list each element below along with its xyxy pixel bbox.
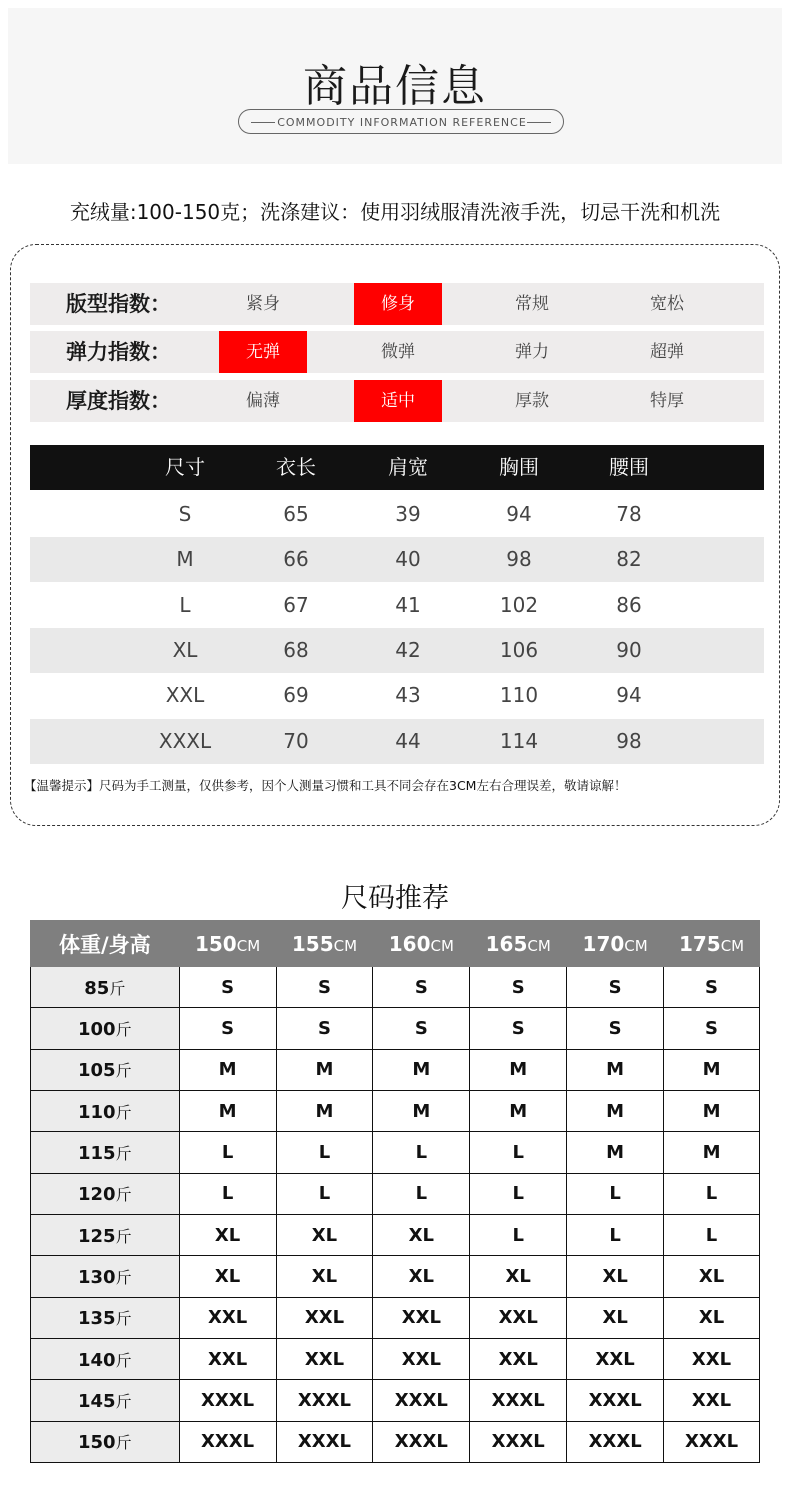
weight-unit: 斤	[115, 1267, 132, 1287]
recommended-size-cell: L	[664, 1173, 760, 1214]
weight-cell: 110斤	[31, 1090, 180, 1131]
index-option: 偏薄	[246, 391, 280, 411]
recommended-size-cell: XL	[179, 1256, 276, 1297]
weight-unit: 斤	[115, 1391, 132, 1411]
size-table-cell: 114	[499, 728, 539, 753]
subtitle-pill	[238, 109, 564, 134]
height-unit: CM	[720, 936, 745, 955]
recommended-size-cell: XL	[664, 1256, 760, 1297]
size-table-cell: 42	[395, 637, 421, 662]
recommended-size-cell: S	[373, 967, 470, 1008]
recommended-size-cell: L	[373, 1132, 470, 1173]
size-table-cell: XL	[172, 637, 198, 662]
height-header-cell: 160CM	[373, 921, 470, 967]
size-table-cell: 43	[395, 683, 421, 708]
recommended-size-cell: XXXL	[470, 1421, 567, 1462]
recommend-row	[31, 1132, 760, 1173]
height-header-cell: 155CM	[276, 921, 373, 967]
recommended-size-cell: XXL	[664, 1338, 760, 1379]
size-header-cell: 腰围	[609, 455, 649, 479]
size-recommend-table	[30, 920, 760, 1463]
recommend-row	[31, 1008, 760, 1049]
recommended-size-cell: XL	[567, 1256, 664, 1297]
recommended-size-cell: XXXL	[373, 1421, 470, 1462]
index-option: 弹力	[515, 342, 549, 362]
recommended-size-cell: M	[664, 1090, 760, 1131]
index-row-3	[30, 380, 764, 422]
size-table-cell: 66	[283, 547, 309, 572]
weight-unit: 斤	[115, 1102, 132, 1122]
recommended-size-cell: M	[567, 1090, 664, 1131]
size-table-cell: 94	[506, 502, 532, 526]
size-table-cell: 98	[506, 547, 532, 572]
size-table-cell: 69	[283, 683, 309, 708]
recommended-size-cell: S	[470, 1008, 567, 1049]
recommended-size-cell: L	[276, 1173, 373, 1214]
size-table-cell: 40	[395, 547, 421, 572]
height-header-cell: 175CM	[664, 921, 760, 967]
subtitle-line-right	[527, 122, 551, 123]
size-table-cell: 78	[616, 502, 642, 526]
info-header	[8, 8, 782, 164]
fill-and-wash-note: 充绒量:100-150克；洗涤建议：使用羽绒服清洗液手洗，切忌干洗和机洗	[69, 200, 721, 224]
height-unit: CM	[430, 936, 454, 955]
recommended-size-cell: XXXL	[373, 1380, 470, 1421]
recommended-size-cell: XXL	[179, 1297, 276, 1338]
size-table-cell: S	[178, 502, 192, 526]
index-row-2	[30, 331, 764, 373]
recommend-row	[31, 1090, 760, 1131]
recommended-size-cell: L	[567, 1214, 664, 1255]
index-option: 超弹	[650, 342, 684, 362]
size-table-cell: 106	[499, 637, 539, 662]
index-option: 厚款	[515, 391, 549, 411]
recommended-size-cell: XXXL	[276, 1380, 373, 1421]
recommended-size-cell: XXL	[276, 1338, 373, 1379]
weight-unit: 斤	[115, 1226, 132, 1246]
weight-unit: 斤	[115, 1019, 132, 1039]
size-table-cell: 44	[395, 728, 421, 753]
recommended-size-cell: S	[276, 967, 373, 1008]
recommend-row	[31, 1421, 760, 1462]
recommended-size-cell: S	[179, 967, 276, 1008]
size-table-row	[30, 537, 764, 582]
recommended-size-cell: XXXL	[179, 1421, 276, 1462]
recommended-size-cell: XL	[373, 1214, 470, 1255]
weight-cell: 145斤	[31, 1380, 180, 1421]
weight-cell: 150斤	[31, 1421, 180, 1462]
index-option-selected: 无弹	[219, 331, 307, 373]
recommended-size-cell: M	[567, 1132, 664, 1173]
size-table-cell: 86	[616, 592, 642, 617]
weight-unit: 斤	[115, 1061, 132, 1081]
weight-cell: 115斤	[31, 1132, 180, 1173]
size-table-cell: XXXL	[158, 728, 212, 753]
height-header-cell: 165CM	[470, 921, 567, 967]
size-recommend-title: 尺码推荐	[341, 883, 449, 914]
recommended-size-cell: S	[567, 1008, 664, 1049]
weight-unit: 斤	[115, 1350, 132, 1370]
recommended-size-cell: L	[276, 1132, 373, 1173]
weight-cell: 100斤	[31, 1008, 180, 1049]
weight-unit: 斤	[109, 978, 126, 998]
recommended-size-cell: XL	[276, 1214, 373, 1255]
recommended-size-cell: M	[470, 1049, 567, 1090]
recommend-row	[31, 1380, 760, 1421]
size-header-cell: 尺寸	[165, 455, 205, 479]
recommended-size-cell: L	[470, 1214, 567, 1255]
size-table-cell: XXL	[165, 683, 205, 708]
weight-cell: 120斤	[31, 1173, 180, 1214]
size-table-row	[30, 583, 764, 628]
height-unit: CM	[236, 936, 261, 955]
index-label: 厚度指数：	[66, 389, 171, 413]
size-table-cell: L	[179, 592, 191, 617]
recommended-size-cell: S	[470, 967, 567, 1008]
recommended-size-cell: L	[470, 1173, 567, 1214]
recommend-corner-cell: 体重/身高	[31, 921, 180, 967]
index-option: 特厚	[650, 391, 684, 411]
recommended-size-cell: XXL	[179, 1338, 276, 1379]
recommended-size-cell: M	[470, 1090, 567, 1131]
index-row-1	[30, 283, 764, 325]
size-table-cell: 39	[395, 502, 421, 526]
recommended-size-cell: L	[470, 1132, 567, 1173]
page-subtitle: COMMODITY INFORMATION REFERENCE	[277, 116, 527, 129]
index-option: 宽松	[650, 294, 684, 314]
recommend-row	[31, 967, 760, 1008]
recommended-size-cell: XXXL	[276, 1421, 373, 1462]
recommended-size-cell: S	[664, 967, 760, 1008]
weight-cell: 125斤	[31, 1214, 180, 1255]
recommend-row	[31, 1297, 760, 1338]
recommended-size-cell: XL	[179, 1214, 276, 1255]
size-table-cell: 94	[616, 683, 642, 708]
weight-cell: 130斤	[31, 1256, 180, 1297]
recommended-size-cell: XXL	[276, 1297, 373, 1338]
weight-cell: 135斤	[31, 1297, 180, 1338]
size-table-cell: 98	[616, 728, 642, 753]
recommended-size-cell: L	[179, 1132, 276, 1173]
weight-cell: 140斤	[31, 1338, 180, 1379]
size-table-cell: 110	[499, 683, 539, 708]
recommended-size-cell: M	[664, 1049, 760, 1090]
recommended-size-cell: M	[373, 1049, 470, 1090]
size-table-cell: 90	[616, 637, 642, 662]
recommend-header-row	[31, 921, 760, 967]
recommended-size-cell: XXXL	[179, 1380, 276, 1421]
recommended-size-cell: S	[179, 1008, 276, 1049]
recommended-size-cell: L	[179, 1173, 276, 1214]
size-header-cell: 胸围	[499, 455, 539, 479]
size-table-cell: M	[176, 547, 194, 572]
weight-cell: 105斤	[31, 1049, 180, 1090]
size-table-cell: 68	[283, 637, 309, 662]
recommended-size-cell: M	[567, 1049, 664, 1090]
height-unit: CM	[333, 936, 358, 955]
index-option-selected: 修身	[354, 283, 442, 325]
recommended-size-cell: L	[373, 1173, 470, 1214]
recommended-size-cell: XL	[470, 1256, 567, 1297]
height-header-cell: 150CM	[179, 921, 276, 967]
recommend-row	[31, 1256, 760, 1297]
index-option: 微弹	[381, 342, 415, 362]
recommended-size-cell: XL	[664, 1297, 760, 1338]
recommended-size-cell: L	[664, 1214, 760, 1255]
recommended-size-cell: XXXL	[664, 1421, 760, 1462]
recommended-size-cell: XXXL	[567, 1380, 664, 1421]
size-table-cell: 65	[283, 502, 309, 526]
recommended-size-cell: L	[567, 1173, 664, 1214]
recommended-size-cell: M	[276, 1049, 373, 1090]
weight-unit: 斤	[115, 1309, 132, 1329]
size-header-cell: 肩宽	[388, 455, 428, 479]
size-table-cell: 41	[395, 592, 421, 617]
recommended-size-cell: XXXL	[567, 1421, 664, 1462]
recommend-row	[31, 1173, 760, 1214]
recommended-size-cell: S	[567, 967, 664, 1008]
size-table-row	[30, 492, 764, 537]
height-unit: CM	[624, 936, 648, 955]
recommended-size-cell: XXL	[373, 1297, 470, 1338]
measurement-tip: 【温馨提示】尺码为手工测量，仅供参考，因个人测量习惯和工具不同会存在3CM左右合理误差，敬请谅解！	[24, 778, 627, 793]
index-option: 紧身	[246, 294, 280, 314]
index-label: 版型指数：	[66, 292, 171, 316]
size-table-row	[30, 673, 764, 718]
recommended-size-cell: M	[373, 1090, 470, 1131]
recommended-size-cell: XXL	[567, 1338, 664, 1379]
recommended-size-cell: XXL	[470, 1338, 567, 1379]
recommended-size-cell: M	[276, 1090, 373, 1131]
recommended-size-cell: XL	[373, 1256, 470, 1297]
recommend-row	[31, 1214, 760, 1255]
weight-unit: 斤	[115, 1433, 132, 1453]
size-table-header	[30, 445, 764, 490]
height-unit: CM	[527, 936, 551, 955]
size-table-cell: 67	[283, 592, 309, 617]
index-option-selected: 适中	[354, 380, 442, 422]
recommended-size-cell: S	[373, 1008, 470, 1049]
index-label: 弹力指数：	[66, 340, 171, 364]
page-title: 商品信息	[303, 61, 487, 112]
size-table-row	[30, 719, 764, 764]
recommend-row	[31, 1338, 760, 1379]
recommend-row	[31, 1049, 760, 1090]
size-table-cell: 70	[283, 728, 309, 753]
size-table-cell: 82	[616, 547, 642, 572]
recommended-size-cell: XL	[276, 1256, 373, 1297]
recommended-size-cell: XXL	[470, 1297, 567, 1338]
recommended-size-cell: M	[179, 1049, 276, 1090]
recommended-size-cell: XXXL	[470, 1380, 567, 1421]
size-table-cell: 102	[499, 592, 539, 617]
recommended-size-cell: S	[276, 1008, 373, 1049]
size-table-row	[30, 628, 764, 673]
weight-unit: 斤	[115, 1185, 132, 1205]
index-option: 常规	[515, 294, 549, 314]
height-header-cell: 170CM	[567, 921, 664, 967]
weight-unit: 斤	[115, 1143, 132, 1163]
recommended-size-cell: XXL	[664, 1380, 760, 1421]
recommended-size-cell: S	[664, 1008, 760, 1049]
size-header-cell: 衣长	[276, 455, 316, 479]
recommended-size-cell: XXL	[373, 1338, 470, 1379]
recommended-size-cell: M	[179, 1090, 276, 1131]
recommended-size-cell: M	[664, 1132, 760, 1173]
recommended-size-cell: XL	[567, 1297, 664, 1338]
weight-cell: 85斤	[31, 967, 180, 1008]
